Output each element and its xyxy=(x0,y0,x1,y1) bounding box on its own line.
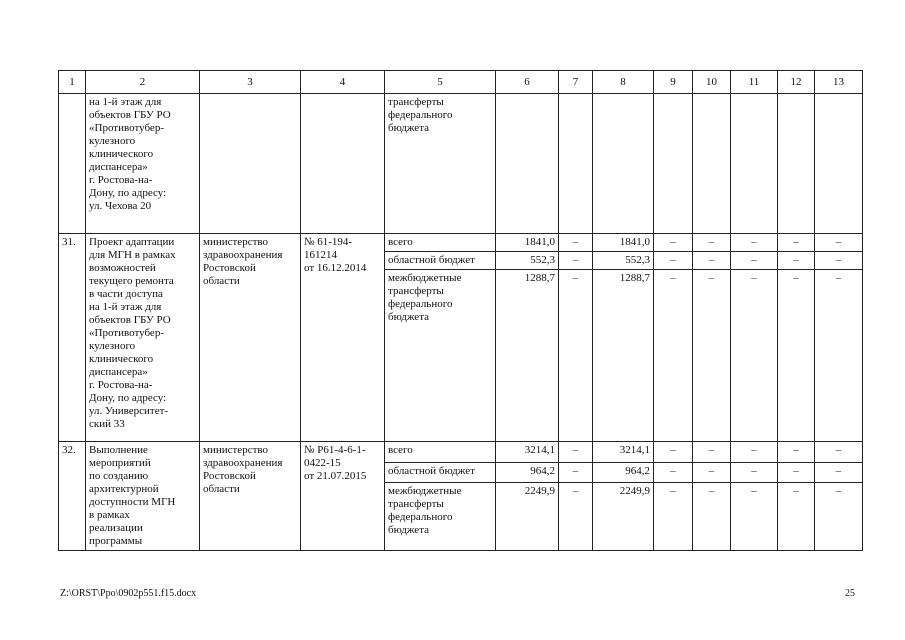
value-cell xyxy=(693,94,731,234)
value-cell: – xyxy=(731,270,778,442)
value-cell: 1841,0 xyxy=(593,234,654,252)
value-cell: – xyxy=(693,270,731,442)
value-cell: 3214,1 xyxy=(593,442,654,463)
value-cell: – xyxy=(815,442,863,463)
value-cell: – xyxy=(731,252,778,270)
value-cell: – xyxy=(778,483,815,551)
document-cell xyxy=(301,94,385,234)
funding-source-cell: межбюджетные трансферты федерального бюджета xyxy=(385,483,496,551)
value-cell: – xyxy=(731,462,778,483)
value-cell: – xyxy=(815,483,863,551)
funding-source-cell: областной бюджет xyxy=(385,462,496,483)
funding-source-cell: межбюджетные трансферты федерального бюджета xyxy=(385,270,496,442)
value-cell: 2249,9 xyxy=(496,483,559,551)
value-cell: – xyxy=(815,462,863,483)
funding-source-cell: трансферты федерального бюджета xyxy=(385,94,496,234)
description-cell: Проект адаптации для МГН в рамках возможностей текущего ремонта в части доступа на 1-й этаж для объектов ГБУ РО «Противотубер- кулезного клинического диспансера» г. Ростова-на- Дону, по адресу: ул. Университет- ский 33 xyxy=(86,234,200,442)
value-cell: – xyxy=(559,234,593,252)
document-cell: № Р61-4-6-1- 0422-15 от 21.07.2015 xyxy=(301,442,385,551)
value-cell xyxy=(654,94,693,234)
budget-table xyxy=(58,70,863,551)
value-cell: – xyxy=(778,252,815,270)
value-cell: 1841,0 xyxy=(496,234,559,252)
value-cell: – xyxy=(559,462,593,483)
value-cell: – xyxy=(731,442,778,463)
value-cell: – xyxy=(693,252,731,270)
value-cell: – xyxy=(654,483,693,551)
table-row xyxy=(59,234,863,252)
value-cell: 3214,1 xyxy=(496,442,559,463)
value-cell: – xyxy=(778,462,815,483)
document-cell: № 61-194- 161214 от 16.12.2014 xyxy=(301,234,385,442)
header-cell: 9 xyxy=(654,71,693,94)
value-cell: 1288,7 xyxy=(593,270,654,442)
header-cell: 6 xyxy=(496,71,559,94)
value-cell: 2249,9 xyxy=(593,483,654,551)
value-cell xyxy=(815,94,863,234)
funding-source-cell: всего xyxy=(385,234,496,252)
table-row xyxy=(59,442,863,463)
organization-cell: министерство здравоохранения Ростовской области xyxy=(200,234,301,442)
value-cell: – xyxy=(815,234,863,252)
header-cell: 3 xyxy=(200,71,301,94)
value-cell: 552,3 xyxy=(496,252,559,270)
organization-cell xyxy=(200,94,301,234)
value-cell: – xyxy=(559,252,593,270)
description-cell: на 1-й этаж для объектов ГБУ РО «Противотубер- кулезного клинического диспансера» г. Ростова-на- Дону, по адресу: ул. Чехова 20 xyxy=(86,94,200,234)
value-cell: 1288,7 xyxy=(496,270,559,442)
value-cell: – xyxy=(693,234,731,252)
row-number-cell: 31. xyxy=(59,234,86,442)
header-cell: 5 xyxy=(385,71,496,94)
value-cell: – xyxy=(731,483,778,551)
value-cell: – xyxy=(654,270,693,442)
value-cell xyxy=(731,94,778,234)
funding-source-cell: всего xyxy=(385,442,496,463)
value-cell: 552,3 xyxy=(593,252,654,270)
value-cell xyxy=(559,94,593,234)
value-cell: 964,2 xyxy=(496,462,559,483)
value-cell: – xyxy=(778,270,815,442)
value-cell: – xyxy=(559,442,593,463)
header-cell: 11 xyxy=(731,71,778,94)
value-cell: – xyxy=(654,462,693,483)
description-cell: Выполнение мероприятий по созданию архитектурной доступности МГН в рамках реализации программы xyxy=(86,442,200,551)
value-cell: – xyxy=(731,234,778,252)
value-cell: 964,2 xyxy=(593,462,654,483)
value-cell: – xyxy=(815,270,863,442)
header-cell: 4 xyxy=(301,71,385,94)
row-number-cell: 32. xyxy=(59,442,86,551)
header-cell: 8 xyxy=(593,71,654,94)
header-cell: 2 xyxy=(86,71,200,94)
value-cell: – xyxy=(654,442,693,463)
value-cell: – xyxy=(693,462,731,483)
value-cell: – xyxy=(559,270,593,442)
value-cell: – xyxy=(654,252,693,270)
organization-cell: министерство здравоохранения Ростовской области xyxy=(200,442,301,551)
value-cell: – xyxy=(654,234,693,252)
header-cell: 10 xyxy=(693,71,731,94)
value-cell: – xyxy=(778,442,815,463)
value-cell: – xyxy=(559,483,593,551)
header-row xyxy=(59,71,863,94)
header-cell: 12 xyxy=(778,71,815,94)
value-cell xyxy=(593,94,654,234)
value-cell: – xyxy=(778,234,815,252)
value-cell xyxy=(778,94,815,234)
value-cell: – xyxy=(693,442,731,463)
funding-source-cell: областной бюджет xyxy=(385,252,496,270)
header-cell: 7 xyxy=(559,71,593,94)
continuation-row xyxy=(59,94,863,234)
value-cell: – xyxy=(693,483,731,551)
value-cell: – xyxy=(815,252,863,270)
row-number-cell xyxy=(59,94,86,234)
file-path-footer: Z:\ORST\Ppo\0902p551.f15.docx xyxy=(60,588,197,599)
value-cell xyxy=(496,94,559,234)
page-number: 25 xyxy=(845,588,855,599)
header-cell: 13 xyxy=(815,71,863,94)
header-cell: 1 xyxy=(59,71,86,94)
